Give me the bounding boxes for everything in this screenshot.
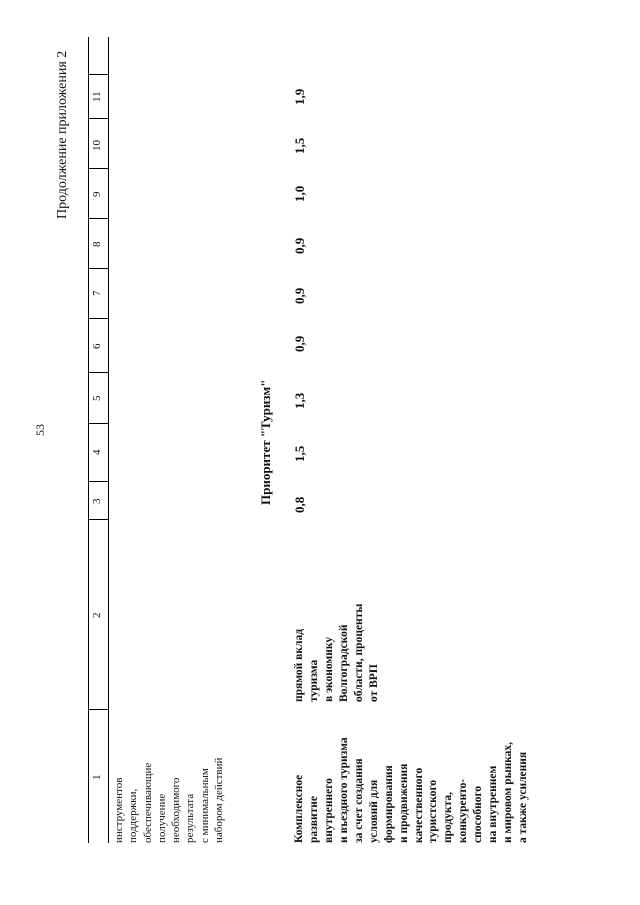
cell-line: необходимого	[170, 777, 183, 843]
cell-line: качественного	[412, 767, 425, 843]
cell-line: от ВРП	[367, 664, 380, 702]
cell-line: прямой вклад	[293, 628, 305, 702]
page-number: 53	[33, 424, 47, 436]
value-col-9: 1,0	[292, 185, 307, 202]
column-divider	[88, 481, 108, 482]
cell-line: формирования	[382, 765, 395, 843]
cell-line: внутреннего	[322, 778, 335, 843]
cell-line: Комплексное	[293, 774, 305, 843]
column-divider	[88, 74, 108, 75]
cell-line: на внутреннем	[487, 765, 500, 843]
column-divider	[88, 218, 108, 219]
table-header-bottom-border	[108, 37, 109, 843]
cell-line: инструментов	[113, 777, 125, 843]
cell-line: условий для	[367, 779, 380, 843]
cell-line: поддержки,	[127, 788, 140, 843]
cell-line: развитие	[307, 796, 320, 843]
cell-line: с минимальным	[198, 768, 211, 843]
cell-line: Волгоградской	[337, 624, 350, 702]
cell-line: конкуренто-	[457, 778, 470, 843]
value-col-8: 0,9	[292, 237, 307, 254]
column-divider	[88, 268, 108, 269]
value-col-5: 1,3	[292, 392, 307, 409]
value-col-7: 0,9	[292, 287, 307, 304]
row-2-col-1	[292, 737, 531, 843]
column-number: 11	[91, 91, 103, 102]
continuation-label: Продолжение приложения 2	[55, 50, 70, 219]
column-divider	[88, 318, 108, 319]
column-divider	[88, 372, 108, 373]
column-number: 3	[91, 498, 103, 504]
cell-line: и продвижения	[397, 763, 410, 843]
cell-line: продукта,	[442, 791, 455, 843]
cell-line: и мировом рынках,	[502, 741, 515, 843]
row-1-col-1	[112, 758, 226, 843]
column-divider	[88, 519, 108, 520]
cell-line: туристского	[427, 779, 440, 843]
cell-line: обеспечивающие	[141, 762, 154, 843]
column-number: 2	[91, 612, 103, 618]
table-top-border	[88, 37, 89, 843]
value-col-11: 1,9	[292, 88, 307, 105]
column-divider	[88, 168, 108, 169]
column-number: 8	[91, 241, 103, 247]
column-number: 7	[91, 290, 103, 296]
cell-line: и въездного туризма	[337, 737, 350, 843]
cell-line: набором действий	[213, 757, 226, 843]
value-col-4: 1,5	[292, 445, 307, 462]
cell-line: за счет создания	[352, 758, 365, 843]
cell-line: туризма	[307, 659, 320, 702]
value-col-3: 0,8	[292, 496, 307, 513]
column-number: 6	[91, 343, 103, 349]
priority-heading: Приоритет "Туризм"	[258, 379, 273, 505]
cell-line: способного	[472, 785, 485, 843]
column-divider	[88, 118, 108, 119]
column-number: 4	[91, 449, 103, 455]
row-2-col-2	[292, 604, 382, 702]
value-col-6: 0,9	[292, 335, 307, 352]
column-number: 1	[91, 774, 103, 780]
cell-line: результата	[184, 793, 197, 843]
cell-line: а также усиления	[517, 751, 530, 843]
column-number: 9	[91, 191, 103, 197]
cell-line: получение	[155, 793, 168, 843]
column-number: 5	[91, 395, 103, 401]
cell-line: в экономику	[322, 636, 335, 702]
value-col-10: 1,5	[292, 137, 307, 154]
cell-line: области, проценты	[352, 603, 365, 702]
column-divider	[88, 709, 108, 710]
column-divider	[88, 423, 108, 424]
column-number: 10	[91, 140, 103, 151]
